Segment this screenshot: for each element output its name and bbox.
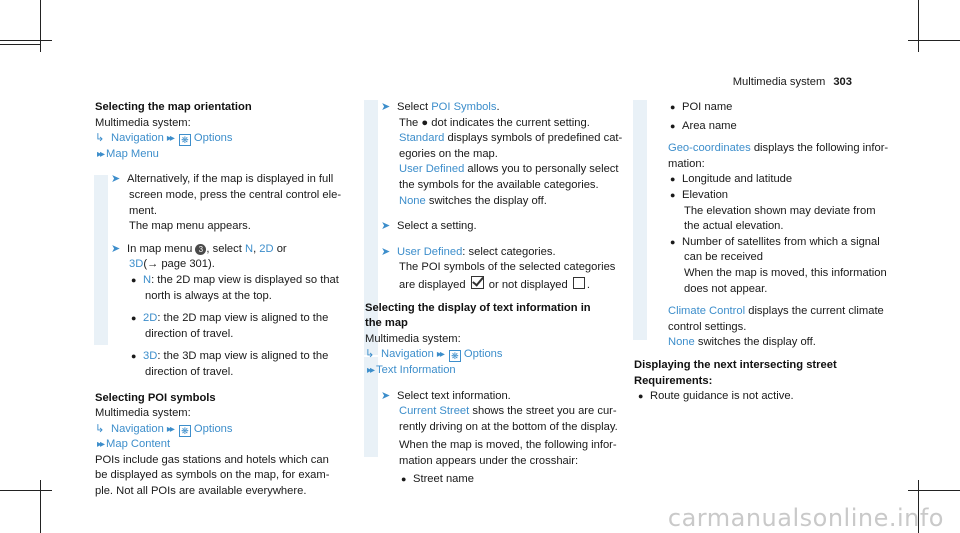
nav-text-information: Text Information bbox=[376, 363, 456, 376]
nav-options: Options bbox=[193, 422, 233, 435]
text: or not displayed bbox=[488, 278, 568, 291]
gear-icon: ❋ bbox=[179, 425, 191, 437]
text: direction of travel. bbox=[145, 365, 234, 378]
text: When the map is moved, the following infor- bbox=[399, 439, 617, 452]
crop-mark bbox=[0, 490, 52, 491]
text: POI name bbox=[682, 101, 733, 113]
path-arrow-icon: ↳ bbox=[95, 422, 105, 435]
text: The map menu appears. bbox=[129, 220, 251, 233]
menu-path bbox=[95, 131, 365, 147]
text bbox=[365, 404, 635, 420]
menu-path bbox=[365, 363, 635, 379]
menu-path bbox=[95, 437, 365, 453]
text: The POI symbols of the selected categories bbox=[399, 261, 616, 274]
header-section-title: Multimedia system bbox=[732, 76, 826, 88]
path-arrow-icon: ↳ bbox=[95, 132, 105, 145]
text bbox=[634, 335, 904, 351]
chevron-icon: ▸▸ bbox=[367, 364, 374, 376]
option-current-street: Current Street bbox=[399, 405, 470, 418]
text: . bbox=[586, 278, 590, 291]
chevron-icon: ▸▸ bbox=[436, 349, 443, 361]
text: or bbox=[276, 242, 287, 255]
text: : the 2D map view is displayed so that bbox=[151, 273, 339, 286]
page-header bbox=[733, 75, 852, 91]
section-title: Selecting POI symbols bbox=[95, 391, 216, 404]
text: : the 3D map view is aligned to the bbox=[157, 350, 329, 363]
text: displays the following infor- bbox=[753, 142, 889, 155]
bullet-icon: ● bbox=[131, 313, 137, 324]
text: mation: bbox=[668, 157, 705, 170]
checkbox-empty-icon bbox=[573, 277, 585, 289]
option-geo-coordinates: Geo-coordinates bbox=[668, 142, 751, 155]
text: can be received bbox=[684, 251, 763, 264]
watermark: carmanualsonline.info bbox=[667, 504, 944, 533]
bullet bbox=[634, 172, 904, 188]
chevron-icon: ▸▸ bbox=[97, 439, 104, 451]
bullet bbox=[95, 349, 365, 365]
section-title: the map bbox=[365, 317, 408, 330]
text: are displayed bbox=[399, 278, 466, 291]
option-user-defined: User Defined bbox=[399, 163, 465, 176]
text: does not appear. bbox=[684, 282, 768, 295]
text: . bbox=[496, 101, 500, 113]
text: , select bbox=[206, 242, 242, 255]
text: north is always at the top. bbox=[145, 289, 272, 302]
bullet bbox=[634, 235, 904, 251]
bullet bbox=[365, 472, 635, 488]
option-n: N bbox=[143, 273, 152, 286]
text: displays the current climate bbox=[748, 305, 884, 318]
crop-mark bbox=[0, 40, 52, 41]
text: When the map is moved, this information bbox=[684, 266, 887, 279]
text: ple. Not all POIs are available everywhere. bbox=[95, 485, 307, 498]
chevron-icon: ▸▸ bbox=[97, 148, 104, 160]
text: Alternatively, if the map is displayed in full bbox=[127, 173, 334, 186]
bullet bbox=[95, 273, 365, 289]
bullet-icon: ● bbox=[131, 274, 137, 285]
text: mation appears under the crosshair: bbox=[399, 454, 579, 467]
text: Longitude and latitude bbox=[682, 173, 793, 186]
path-arrow-icon: ↳ bbox=[365, 348, 375, 361]
text bbox=[634, 141, 904, 157]
text: control settings. bbox=[668, 320, 747, 333]
text: screen mode, press the central control ele- bbox=[129, 188, 342, 201]
step-arrow-icon: ➤ bbox=[381, 245, 391, 258]
step-arrow-icon: ➤ bbox=[381, 389, 391, 402]
bullet-icon: ● bbox=[401, 474, 407, 485]
text: The elevation shown may deviate from bbox=[684, 204, 876, 217]
text: switches the display off. bbox=[697, 336, 816, 349]
text: ment. bbox=[129, 204, 157, 217]
step bbox=[365, 389, 635, 405]
text: shows the street you are cur- bbox=[472, 405, 617, 418]
step-arrow-icon: ➤ bbox=[111, 242, 121, 255]
text: : select categories. bbox=[462, 245, 556, 258]
chevron-icon: ▸▸ bbox=[166, 133, 173, 145]
nav-navigation: Navigation bbox=[381, 348, 434, 361]
text: Route guidance is not active. bbox=[650, 390, 794, 403]
menu-path-label: Multimedia system: bbox=[95, 407, 191, 420]
step bbox=[365, 100, 635, 116]
text: Street name bbox=[413, 473, 474, 486]
section-title: Selecting the map orientation bbox=[95, 101, 252, 113]
section-title: Displaying the next intersecting street bbox=[634, 358, 837, 371]
bullet-icon: ● bbox=[670, 120, 676, 131]
menu-path bbox=[365, 347, 635, 363]
menu-path-label: Multimedia system: bbox=[95, 116, 191, 129]
text: POIs include gas stations and hotels which can bbox=[95, 453, 329, 466]
option-standard: Standard bbox=[399, 132, 445, 145]
option-user-defined: User Defined bbox=[397, 245, 463, 258]
nav-map-content: Map Content bbox=[106, 438, 171, 451]
text: Number of satellites from which a signal bbox=[682, 235, 880, 248]
text: rently driving on at the bottom of the display. bbox=[399, 420, 618, 433]
crop-mark bbox=[918, 0, 919, 52]
option-poi-symbols: POI Symbols bbox=[431, 101, 497, 113]
option-n: N bbox=[244, 242, 254, 255]
text: allows you to personally select bbox=[467, 163, 619, 176]
step-arrow-icon: ➤ bbox=[381, 220, 391, 233]
text bbox=[365, 194, 635, 210]
option-2d: 2D bbox=[143, 312, 158, 325]
step: ➤ In map menu 3 , select N, 2D or bbox=[95, 242, 365, 258]
text: the actual elevation. bbox=[684, 220, 784, 233]
option-3d: 3D bbox=[143, 350, 158, 363]
text: switches the display off. bbox=[428, 194, 547, 207]
nav-options: Options bbox=[193, 132, 233, 145]
text: Select text information. bbox=[397, 389, 511, 402]
bullet-icon: ● bbox=[670, 174, 676, 185]
menu-path-label: Multimedia system: bbox=[365, 332, 461, 345]
bullet bbox=[634, 188, 904, 204]
step bbox=[365, 245, 635, 261]
nav-map-menu: Map Menu bbox=[106, 147, 159, 160]
bullet bbox=[634, 119, 904, 135]
step-arrow-icon: ➤ bbox=[381, 101, 391, 113]
bullet bbox=[634, 389, 904, 405]
step bbox=[365, 219, 635, 235]
text: The ● dot indicates the current setting. bbox=[399, 116, 590, 129]
bullet-icon: ● bbox=[131, 351, 137, 362]
bullet-icon: ● bbox=[670, 236, 676, 247]
step-arrow-icon: ➤ bbox=[111, 173, 121, 186]
page-number: 303 bbox=[833, 76, 852, 88]
text bbox=[634, 304, 904, 320]
nav-navigation: Navigation bbox=[111, 422, 164, 435]
text: Select a setting. bbox=[397, 220, 477, 233]
text: the symbols for the available categories. bbox=[399, 178, 599, 191]
text: be displayed as symbols on the map, for exam- bbox=[95, 469, 330, 482]
text: Select bbox=[397, 101, 429, 113]
menu-path bbox=[95, 147, 365, 163]
bullet-icon: ● bbox=[670, 102, 676, 112]
text: Elevation bbox=[682, 188, 729, 201]
nav-options: Options bbox=[463, 348, 503, 361]
crop-mark bbox=[908, 40, 960, 41]
checkbox-checked-icon bbox=[471, 276, 484, 289]
nav-navigation: Navigation bbox=[111, 132, 164, 145]
text bbox=[365, 131, 635, 147]
bullet-icon: ● bbox=[670, 189, 676, 200]
option-none: None bbox=[668, 336, 695, 349]
text: egories on the map. bbox=[399, 147, 498, 160]
requirements-label: Requirements: bbox=[634, 374, 713, 387]
text: : the 2D map view is aligned to the bbox=[157, 312, 329, 325]
option-none: None bbox=[399, 194, 426, 207]
crop-mark bbox=[40, 0, 41, 52]
text bbox=[365, 276, 635, 294]
column-2 bbox=[365, 100, 635, 488]
section-title: Selecting the display of text information in bbox=[365, 301, 591, 314]
gear-icon: ❋ bbox=[449, 350, 461, 362]
chevron-icon: ▸▸ bbox=[166, 423, 173, 435]
column-1 bbox=[95, 100, 365, 500]
option-climate-control: Climate Control bbox=[668, 305, 746, 318]
text: Area name bbox=[682, 119, 737, 132]
crop-mark bbox=[908, 490, 960, 491]
crop-mark bbox=[0, 44, 40, 45]
bullet-icon: ● bbox=[638, 391, 644, 402]
step bbox=[95, 172, 365, 188]
page-reference: (→ page 301). bbox=[143, 258, 215, 271]
text: displays symbols of predefined cat- bbox=[447, 132, 623, 145]
crop-mark bbox=[40, 480, 41, 533]
text: direction of travel. bbox=[145, 327, 234, 340]
text bbox=[95, 257, 365, 273]
bullet bbox=[634, 100, 904, 116]
bullet bbox=[95, 311, 365, 327]
callout-number: 3 bbox=[195, 244, 206, 255]
option-2d: 2D bbox=[259, 242, 274, 255]
column-3 bbox=[634, 100, 904, 405]
menu-path bbox=[95, 422, 365, 438]
option-3d: 3D bbox=[129, 258, 144, 271]
text bbox=[365, 162, 635, 178]
text: In map menu bbox=[127, 242, 193, 255]
gear-icon: ❋ bbox=[179, 134, 191, 146]
